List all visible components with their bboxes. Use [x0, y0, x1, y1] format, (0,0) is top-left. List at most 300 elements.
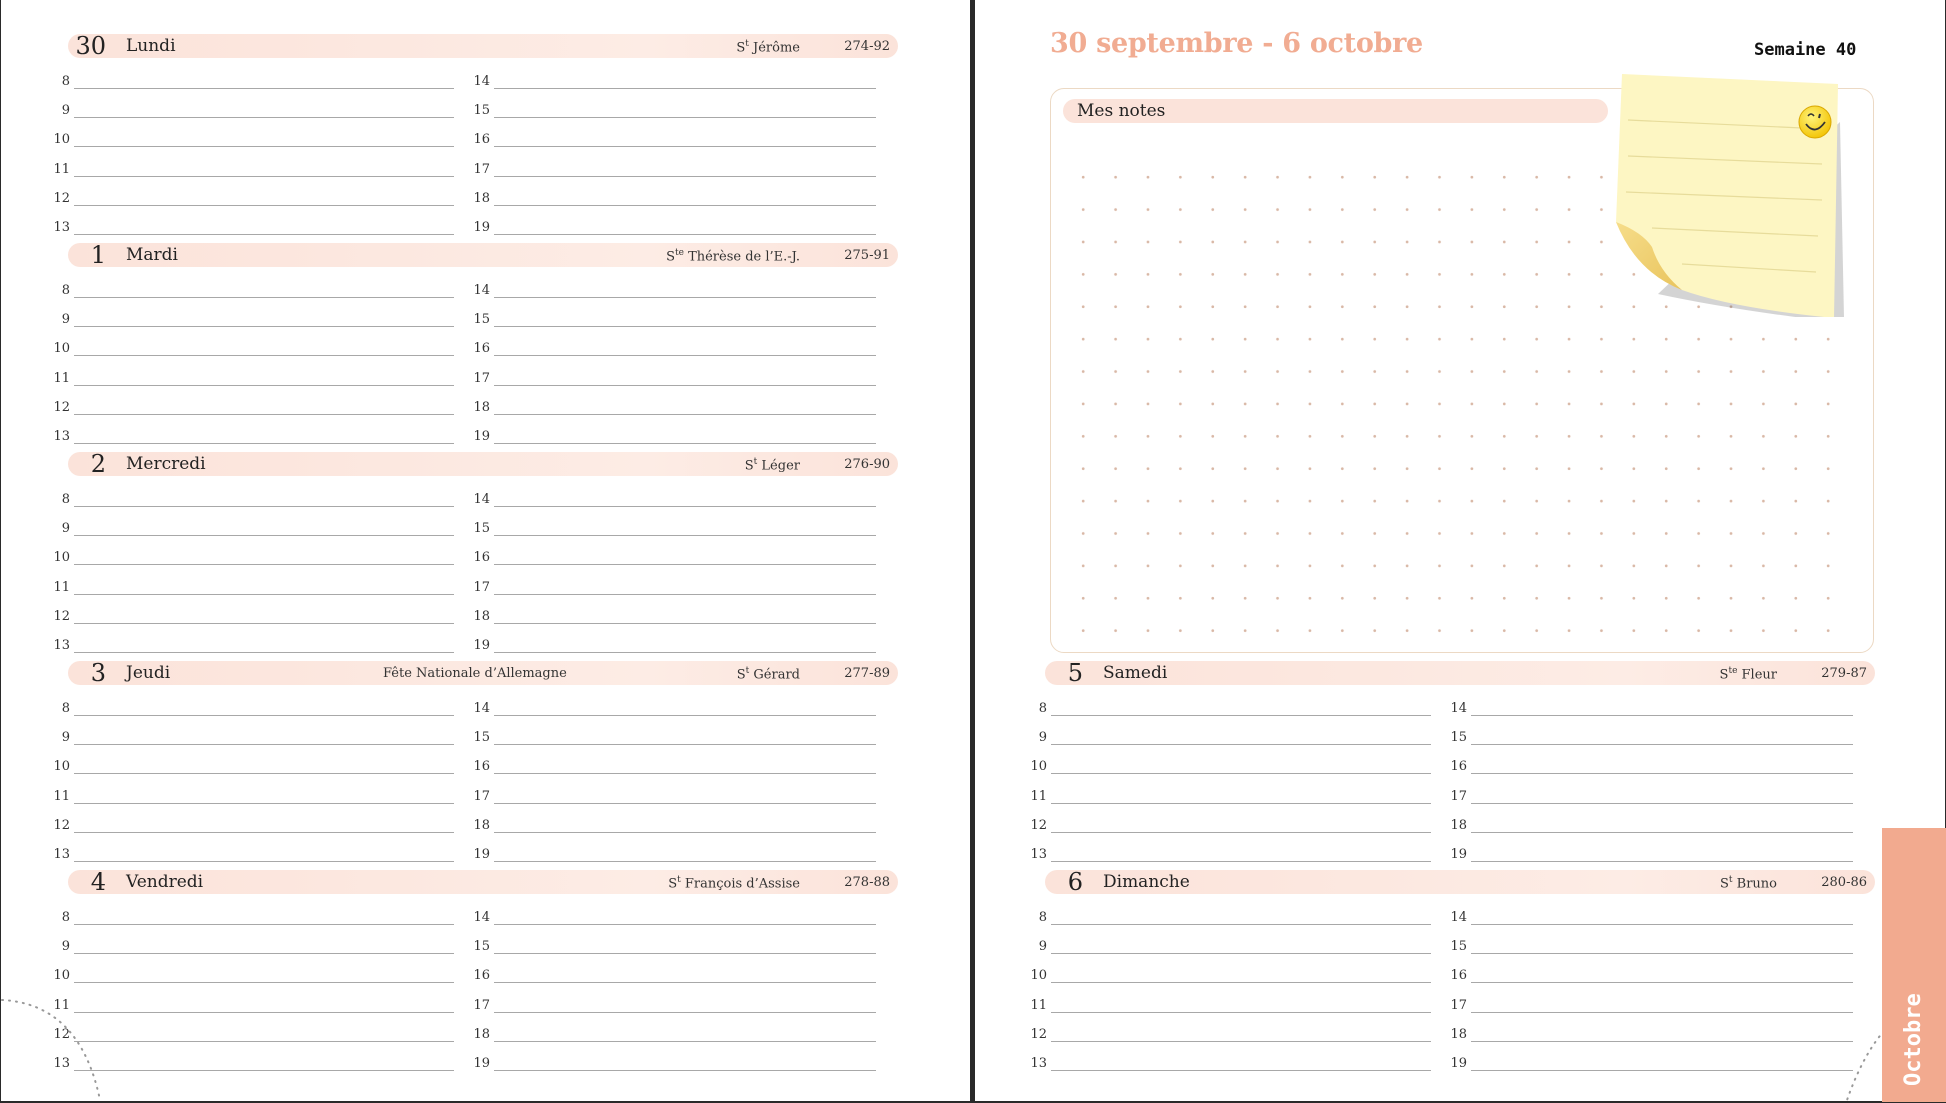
hour-slot[interactable]	[1450, 1056, 1865, 1076]
day-block-jeudi	[53, 659, 898, 862]
hour-label: 14	[1450, 701, 1467, 716]
month-tab-octobre[interactable]	[1882, 828, 1946, 1102]
hour-slot[interactable]	[56, 521, 466, 541]
writing-line	[494, 715, 876, 716]
week-number-label: Semaine 40	[1754, 40, 1857, 60]
writing-line	[494, 205, 876, 206]
hour-slot[interactable]	[1030, 759, 1443, 779]
hour-slot[interactable]	[56, 74, 466, 94]
hour-slot[interactable]	[473, 939, 888, 959]
writing-line	[74, 715, 454, 716]
hour-slot[interactable]	[53, 579, 466, 600]
day-name: Mardi	[126, 245, 178, 265]
writing-line	[74, 146, 454, 147]
hour-slot[interactable]	[473, 968, 888, 988]
hour-label: 13	[53, 220, 70, 235]
day-of-year-count: 277-89	[844, 666, 890, 681]
writing-line	[74, 652, 454, 653]
hour-slot[interactable]	[1450, 701, 1865, 721]
hour-slot[interactable]	[473, 283, 888, 303]
hour-label: 13	[53, 638, 70, 653]
day-name: Mercredi	[126, 454, 206, 474]
writing-line	[494, 623, 876, 624]
writing-line	[74, 1012, 454, 1013]
hour-slot[interactable]	[473, 1056, 888, 1076]
day-saint: $S^t$ Bruno	[1719, 875, 1777, 892]
smiley-pin-icon	[1799, 106, 1831, 138]
hour-slot[interactable]	[473, 103, 888, 123]
hour-slot[interactable]	[1450, 847, 1865, 867]
hour-label: 17	[473, 370, 490, 386]
hour-label: 17	[473, 788, 490, 804]
hour-label: 9	[61, 939, 70, 955]
hour-label: 12	[1030, 1026, 1047, 1042]
hour-slot[interactable]	[473, 312, 888, 332]
hour-slot[interactable]	[53, 132, 466, 152]
hour-slot[interactable]	[1450, 730, 1865, 750]
writing-line	[1051, 982, 1431, 983]
hour-slot[interactable]	[1030, 1026, 1443, 1047]
hour-label: 18	[473, 608, 490, 624]
writing-line	[494, 355, 876, 356]
hour-label: 16	[473, 341, 490, 357]
writing-line	[494, 535, 876, 536]
writing-line	[74, 803, 454, 804]
writing-line	[1051, 1012, 1431, 1013]
hour-slot[interactable]	[1030, 788, 1443, 809]
hour-slot[interactable]	[473, 847, 888, 867]
writing-line	[1051, 861, 1431, 862]
writing-line	[74, 832, 454, 833]
hour-slot[interactable]	[473, 370, 888, 391]
writing-line	[1471, 773, 1853, 774]
writing-line	[494, 414, 876, 415]
day-saint: $S^t$ François d’Assise	[668, 875, 800, 892]
hour-label: 18	[473, 190, 490, 206]
hour-slot[interactable]	[473, 608, 888, 629]
hour-label: 15	[473, 939, 490, 955]
hour-label: 17	[473, 997, 490, 1013]
day-name: Dimanche	[1103, 872, 1190, 892]
hour-label: 9	[1038, 730, 1047, 746]
hour-label: 10	[53, 341, 70, 357]
hour-slot[interactable]	[53, 847, 466, 867]
hour-slot[interactable]	[53, 370, 466, 391]
writing-line	[74, 773, 454, 774]
hour-label: 10	[53, 132, 70, 148]
hour-label: 12	[53, 399, 70, 415]
hour-slot[interactable]	[473, 161, 888, 182]
writing-line	[1471, 832, 1853, 833]
writing-line	[494, 564, 876, 565]
day-number: 5	[1067, 659, 1083, 687]
day-number: 30	[75, 32, 106, 60]
writing-line	[74, 355, 454, 356]
week-date-range-title: 30 septembre - 6 octobre	[1050, 28, 1423, 59]
hour-slot[interactable]	[473, 817, 888, 838]
writing-line	[74, 385, 454, 386]
writing-line	[494, 506, 876, 507]
hour-label: 14	[473, 283, 490, 298]
writing-line	[74, 1070, 454, 1071]
hour-label: 11	[53, 579, 70, 595]
day-block-mercredi	[53, 450, 898, 653]
hour-label: 19	[473, 429, 490, 444]
writing-line	[494, 861, 876, 862]
hour-slot[interactable]	[473, 1026, 888, 1047]
hour-slot[interactable]	[473, 521, 888, 541]
day-name: Jeudi	[126, 663, 171, 683]
writing-line	[1471, 744, 1853, 745]
writing-line	[74, 924, 454, 925]
writing-line	[1471, 1041, 1853, 1042]
day-header	[68, 243, 898, 267]
hour-slot[interactable]	[1450, 939, 1865, 959]
day-block-vendredi	[53, 868, 898, 1071]
writing-line	[494, 385, 876, 386]
writing-line	[494, 594, 876, 595]
day-saint: $S^t$ Léger	[744, 457, 800, 474]
hour-slot[interactable]	[473, 74, 888, 94]
hour-label: 19	[473, 220, 490, 235]
writing-line	[1051, 744, 1431, 745]
writing-line	[74, 443, 454, 444]
day-of-year-count: 280-86	[1821, 875, 1867, 890]
writing-line	[74, 564, 454, 565]
hour-label: 8	[1038, 701, 1047, 716]
hour-label: 11	[1030, 788, 1047, 804]
hour-label: 15	[1450, 939, 1467, 955]
notes-label: Mes notes	[1077, 101, 1166, 121]
writing-line	[1471, 924, 1853, 925]
hour-label: 16	[473, 968, 490, 984]
hour-slot[interactable]	[53, 220, 466, 240]
hour-label: 9	[61, 103, 70, 119]
writing-line	[494, 117, 876, 118]
hour-label: 14	[473, 701, 490, 716]
day-number: 3	[90, 659, 106, 687]
writing-line	[494, 1041, 876, 1042]
hour-label: 10	[53, 550, 70, 566]
hour-slot[interactable]	[1030, 968, 1443, 988]
day-of-year-count: 275-91	[844, 248, 890, 263]
hour-slot[interactable]	[53, 550, 466, 570]
hour-slot[interactable]	[56, 701, 466, 721]
hour-label: 16	[1450, 759, 1467, 775]
day-header	[1045, 870, 1875, 894]
day-event: Fête Nationale d’Allemagne	[383, 666, 567, 681]
hour-slot[interactable]	[1033, 730, 1443, 750]
writing-line	[1051, 832, 1431, 833]
hour-label: 16	[473, 759, 490, 775]
hour-label: 11	[53, 370, 70, 386]
day-number: 6	[1067, 868, 1083, 896]
day-of-year-count: 274-92	[844, 39, 890, 54]
writing-line	[494, 234, 876, 235]
hour-label: 10	[1030, 759, 1047, 775]
writing-line	[74, 205, 454, 206]
hour-slot[interactable]	[1450, 817, 1865, 838]
hour-label: 17	[473, 161, 490, 177]
day-number: 4	[90, 868, 106, 896]
hour-slot[interactable]	[53, 1056, 466, 1076]
day-name: Samedi	[1103, 663, 1168, 683]
writing-line	[1051, 773, 1431, 774]
writing-line	[494, 953, 876, 954]
hour-slot[interactable]	[473, 399, 888, 420]
hour-slot[interactable]	[56, 103, 466, 123]
hour-label: 15	[473, 521, 490, 537]
writing-line	[1051, 715, 1431, 716]
hour-slot[interactable]	[1450, 1026, 1865, 1047]
writing-line	[494, 982, 876, 983]
hour-label: 18	[473, 1026, 490, 1042]
hour-label: 12	[53, 1026, 70, 1042]
hour-slot[interactable]	[53, 788, 466, 809]
hour-slot[interactable]	[1033, 939, 1443, 959]
hour-slot[interactable]	[473, 997, 888, 1018]
hour-label: 18	[1450, 1026, 1467, 1042]
hour-label: 14	[473, 910, 490, 925]
hour-slot[interactable]	[473, 730, 888, 750]
hour-slot[interactable]	[53, 399, 466, 420]
writing-line	[494, 744, 876, 745]
hour-label: 13	[53, 1056, 70, 1071]
hour-label: 9	[61, 312, 70, 328]
writing-line	[494, 832, 876, 833]
hour-slot[interactable]	[1030, 1056, 1443, 1076]
day-saint: $S^t$ Gérard	[736, 666, 800, 683]
hour-slot[interactable]	[56, 939, 466, 959]
writing-line	[494, 146, 876, 147]
writing-line	[1051, 924, 1431, 925]
hour-slot[interactable]	[53, 341, 466, 361]
day-saint: $S^t$ Jérôme	[736, 39, 800, 56]
hour-label: 16	[1450, 968, 1467, 984]
hour-label: 12	[1030, 817, 1047, 833]
hour-slot[interactable]	[53, 638, 466, 658]
hour-label: 13	[53, 847, 70, 862]
hour-slot[interactable]	[473, 220, 888, 240]
hour-label: 13	[53, 429, 70, 444]
writing-line	[74, 297, 454, 298]
notes-header	[1063, 99, 1608, 123]
writing-line	[74, 535, 454, 536]
hour-label: 12	[53, 608, 70, 624]
day-name: Vendredi	[126, 872, 204, 892]
hour-label: 11	[53, 161, 70, 177]
hour-label: 9	[61, 521, 70, 537]
hour-slot[interactable]	[473, 341, 888, 361]
hour-slot[interactable]	[53, 161, 466, 182]
writing-line	[74, 982, 454, 983]
hour-slot[interactable]	[473, 429, 888, 449]
writing-line	[494, 1012, 876, 1013]
hour-label: 15	[473, 730, 490, 746]
hour-label: 19	[473, 847, 490, 862]
hour-label: 14	[473, 74, 490, 89]
hour-label: 10	[1030, 968, 1047, 984]
hour-slot[interactable]	[1450, 788, 1865, 809]
writing-line	[74, 234, 454, 235]
hour-slot[interactable]	[53, 997, 466, 1018]
hour-label: 10	[53, 968, 70, 984]
hour-label: 11	[53, 788, 70, 804]
day-number: 2	[90, 450, 106, 478]
hour-label: 15	[473, 312, 490, 328]
hour-slot[interactable]	[1450, 968, 1865, 988]
day-header	[68, 661, 898, 685]
hour-label: 10	[53, 759, 70, 775]
hour-label: 18	[473, 399, 490, 415]
hour-slot[interactable]	[53, 608, 466, 629]
day-header	[1045, 661, 1875, 685]
hour-slot[interactable]	[56, 730, 466, 750]
hour-label: 8	[61, 283, 70, 298]
hour-label: 19	[1450, 1056, 1467, 1071]
hour-label: 11	[53, 997, 70, 1013]
writing-line	[74, 88, 454, 89]
writing-line	[74, 861, 454, 862]
hour-label: 14	[1450, 910, 1467, 925]
hour-slot[interactable]	[53, 429, 466, 449]
hour-slot[interactable]	[56, 312, 466, 332]
hour-slot[interactable]	[53, 817, 466, 838]
writing-line	[74, 117, 454, 118]
day-block-samedi	[1030, 659, 1875, 862]
day-of-year-count: 279-87	[1821, 666, 1867, 681]
hour-label: 8	[61, 492, 70, 507]
hour-label: 16	[473, 550, 490, 566]
writing-line	[74, 744, 454, 745]
hour-slot[interactable]	[473, 788, 888, 809]
month-tab-label: Octobre	[1901, 993, 1926, 1086]
writing-line	[1471, 953, 1853, 954]
hour-label: 8	[61, 701, 70, 716]
hour-label: 12	[53, 817, 70, 833]
hour-label: 17	[1450, 997, 1467, 1013]
hour-slot[interactable]	[56, 492, 466, 512]
writing-line	[494, 924, 876, 925]
day-block-dimanche	[1030, 868, 1875, 1071]
writing-line	[74, 594, 454, 595]
hour-slot[interactable]	[1450, 997, 1865, 1018]
hour-slot[interactable]	[53, 759, 466, 779]
hour-slot[interactable]	[473, 701, 888, 721]
writing-line	[494, 652, 876, 653]
writing-line	[1051, 803, 1431, 804]
day-header	[68, 452, 898, 476]
hour-label: 11	[1030, 997, 1047, 1013]
hour-slot[interactable]	[56, 283, 466, 303]
hour-slot[interactable]	[473, 132, 888, 152]
day-name: Lundi	[126, 36, 176, 56]
writing-line	[1051, 1041, 1431, 1042]
hour-slot[interactable]	[1033, 910, 1443, 930]
writing-line	[1471, 803, 1853, 804]
hour-slot[interactable]	[473, 638, 888, 658]
writing-line	[1471, 1012, 1853, 1013]
hour-label: 13	[1030, 1056, 1047, 1071]
day-saint: $S^{te}$ Fleur	[1719, 666, 1777, 683]
writing-line	[494, 803, 876, 804]
hour-label: 18	[1450, 817, 1467, 833]
hour-label: 15	[473, 103, 490, 119]
hour-label: 8	[1038, 910, 1047, 925]
writing-line	[494, 297, 876, 298]
day-block-mardi	[53, 241, 898, 444]
hour-slot[interactable]	[53, 190, 466, 211]
writing-line	[1471, 1070, 1853, 1071]
writing-line	[494, 443, 876, 444]
hour-slot[interactable]	[53, 968, 466, 988]
hour-slot[interactable]	[1030, 997, 1443, 1018]
day-saint: $S^{te}$ Thérèse de l’E.-J.	[666, 248, 800, 265]
writing-line	[74, 623, 454, 624]
writing-line	[74, 414, 454, 415]
writing-line	[1471, 982, 1853, 983]
writing-line	[494, 176, 876, 177]
hour-slot[interactable]	[473, 190, 888, 211]
day-number: 1	[90, 241, 106, 269]
hour-label: 19	[1450, 847, 1467, 862]
writing-line	[74, 326, 454, 327]
hour-slot[interactable]	[53, 1026, 466, 1047]
day-block-lundi	[53, 32, 898, 235]
day-header	[68, 34, 898, 58]
writing-line	[1471, 715, 1853, 716]
hour-label: 8	[61, 74, 70, 89]
hour-label: 9	[61, 730, 70, 746]
hour-label: 13	[1030, 847, 1047, 862]
hour-label: 14	[473, 492, 490, 507]
hour-slot[interactable]	[473, 550, 888, 570]
writing-line	[494, 326, 876, 327]
hour-label: 19	[473, 1056, 490, 1071]
hour-slot[interactable]	[473, 579, 888, 600]
hour-slot[interactable]	[56, 910, 466, 930]
sticky-note-icon	[1612, 72, 1844, 317]
writing-line	[1051, 1070, 1431, 1071]
writing-line	[494, 1070, 876, 1071]
writing-line	[74, 506, 454, 507]
hour-slot[interactable]	[1033, 701, 1443, 721]
hour-slot[interactable]	[1450, 910, 1865, 930]
hour-slot[interactable]	[1450, 759, 1865, 779]
hour-slot[interactable]	[473, 759, 888, 779]
day-of-year-count: 276-90	[844, 457, 890, 472]
day-header	[68, 870, 898, 894]
writing-line	[494, 88, 876, 89]
hour-slot[interactable]	[1030, 847, 1443, 867]
day-of-year-count: 278-88	[844, 875, 890, 890]
hour-slot[interactable]	[473, 492, 888, 512]
hour-label: 12	[53, 190, 70, 206]
hour-label: 19	[473, 638, 490, 653]
hour-slot[interactable]	[473, 910, 888, 930]
hour-label: 17	[473, 579, 490, 595]
hour-label: 15	[1450, 730, 1467, 746]
hour-label: 16	[473, 132, 490, 148]
hour-label: 18	[473, 817, 490, 833]
writing-line	[74, 1041, 454, 1042]
writing-line	[1471, 861, 1853, 862]
writing-line	[74, 953, 454, 954]
hour-slot[interactable]	[1030, 817, 1443, 838]
hour-label: 17	[1450, 788, 1467, 804]
hour-label: 9	[1038, 939, 1047, 955]
writing-line	[494, 773, 876, 774]
